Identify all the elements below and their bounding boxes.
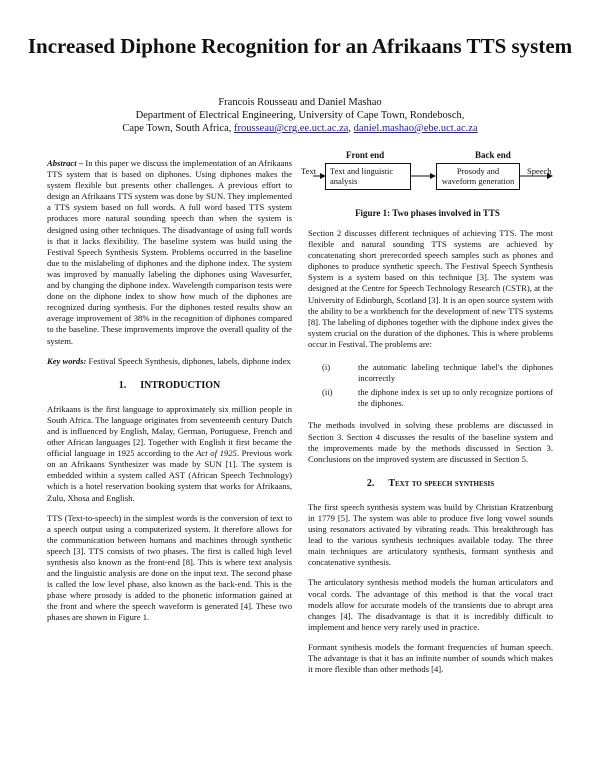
problem-list [308,362,553,409]
section-number: 1. [118,379,127,391]
list-marker: (ii) [322,387,333,398]
right-column [308,228,553,684]
list-item [308,362,553,384]
figure-1 [300,146,555,222]
email-separator: , [348,123,352,134]
intro-paragraph-2: TTS (Text-to-speech) in the simplest words is the conversion of text to a speech output using a computerized system. It therefore allows for the communication between humans and machines through synthetic speech [3]. TTS consists of two phases. The first is called high level synthesis also known as the front-end [8]. This is where text analysis and the linguistic analysis are done on the input text. The second phase is called the low level phase, also known as the back-end. This is the phase where prosody is added to the phonetic information gained at the front and where the speech waveform is generated [4]. These two phases are shown in Figure 1. [47,512,292,623]
intro-p1-text-a: Afrikaans is the first language to approximately six million people in South Africa. The language originates from seventeenth century Dutch and is influenced by English, Malay, German, Portuguese, French and other African languages [2]. Together with English it first became the official language in 1925 according to the [47,403,292,459]
section-heading-introduction [47,380,292,391]
keywords-text: Festival Speech Synthesis, diphones, labels, diphone index [88,355,291,366]
output-label: Speech [527,166,552,176]
left-column [47,158,292,633]
section-title: INTRODUCTION [140,379,221,391]
author-location: Cape Town, South Africa, [122,123,232,134]
back-end-label: Back end [475,150,511,160]
keywords-label: Key words: [47,355,87,366]
email-link-2[interactable]: daniel.mashao@ebe.uct.ac.za [353,123,478,134]
right-paragraph-2: The methods involved in solving these problems are discussed in Section 3. Section 4 discusses the results of the baseline system and the improvements made by the methods discussed in Section 3. Conclusions on the improved system are discussed in Section 5. [308,420,553,464]
section-heading-tts [308,478,553,489]
right-paragraph-3: The first speech synthesis system was build by Christian Kratzenburg in 1779 [5]. The system was able to produce five long vowel sounds using resonators activated by vibrating reads. This breakthrough has lead to the various synthesis techniques available today. The three main techniques are articulatory synthesis, formant synthesis and concatenative synthesis. [308,501,553,568]
abstract-text: In this paper we discuss the implementation of an Afrikaans TTS system that is based on diphones. Using diphones makes the system flexible but presents other challenges. A previous effort to design an Afrikaans TTS system was done by SUN. They implemented a TTS system based on full words. A full word based TTS system produces more natural sounding speech than when the system is designed using other techniques. The disadvantage of using full words is that it lacks flexibility. The baseline system was build using the Festival Speech Synthesis System. Problems occurred in the baseline due to the mislabeling of diphones and the diphone index. The system was improved by manually labeling the diphones using Wavesurfer, and by changing the diphone index. Wavelength comparison tests were done on the diphone index to show how much of the diphones are recognized during synthesis. For the diphones tested results show an average improvement of 38% in the recognition of diphones compared to the baseline. These improvements improve the overall quality of the system. [47,158,292,346]
intro-paragraph-1 [47,404,292,504]
author-contact [0,122,600,135]
right-paragraph-1: Section 2 discusses different techniques of achieving TTS. The most flexible and natural sounding TTS systems are achieved by concatenating short prerecorded speech samples such as phones and diphones to produce synthetic speech. The Festival Speech Synthesis System is a system based on this technique [3]. The system was designed at the Centre for Speech Technology Research (CSTR), at the University of Edinburgh, Scotland [3]. It is an open source system with the ability to be a workbench for the development of new TTS systems [8]. The labeling of diphones together with the diphone index gives the system crucial on the duration of the diphones. This is where problems occur in Festival. The problems are: [308,228,553,349]
front-end-box: Text and linguistic analysis [325,163,411,190]
back-end-box: Prosody and waveform generation [436,163,520,190]
section-title: Text to speech synthesis [388,477,495,489]
author-names: Francois Rousseau and Daniel Mashao [218,97,382,108]
paper-title: Increased Diphone Recognition for an Afrikaans TTS system [27,34,573,58]
email-link-1[interactable]: frousseau@crg.ee.uct.ac.za [234,123,349,134]
front-end-label: Front end [346,150,385,160]
right-paragraph-4: The articulatory synthesis method models the human articulators and vocal cords. The advantage of this method is that the vocal tract models allow for accurate models of the transients due to abrupt area changes [4]. The disadvantage is that it is incredibly difficult to implement and hence very rarely used in practice. [308,577,553,632]
section-number: 2. [366,477,375,489]
right-paragraph-5: Formant synthesis models the formant frequencies of human speech. The advantage is that it has an infinite number of sounds which makes it more flexible than other methods [4]. [308,641,553,675]
figure-caption: Figure 1: Two phases involved in TTS [355,208,500,218]
abstract-label: Abstract – [47,158,84,168]
list-text: the diphone index is set up to only recognize portions of the diphones. [358,387,553,409]
author-block [0,96,600,135]
intro-p1-text-b: . Previous work on an Afrikaans Synthesizer was made by SUN [1]. The system is embedded within a system called AST (African Speech Technology) which is a hotel reservation booking system that works for Afrikaans, Zulu, Xhosa and English. [47,448,293,503]
list-item [308,387,553,409]
list-text: the automatic labeling technique label's the diphones incorrectly [358,362,553,384]
author-affiliation: Department of Electrical Engineering, University of Cape Town, Rondebosch, [135,110,465,121]
intro-p1-italic: Act of 1925 [196,448,237,459]
keywords [47,356,292,367]
list-marker: (i) [322,362,331,373]
input-label: Text [301,166,316,176]
abstract [47,158,292,347]
